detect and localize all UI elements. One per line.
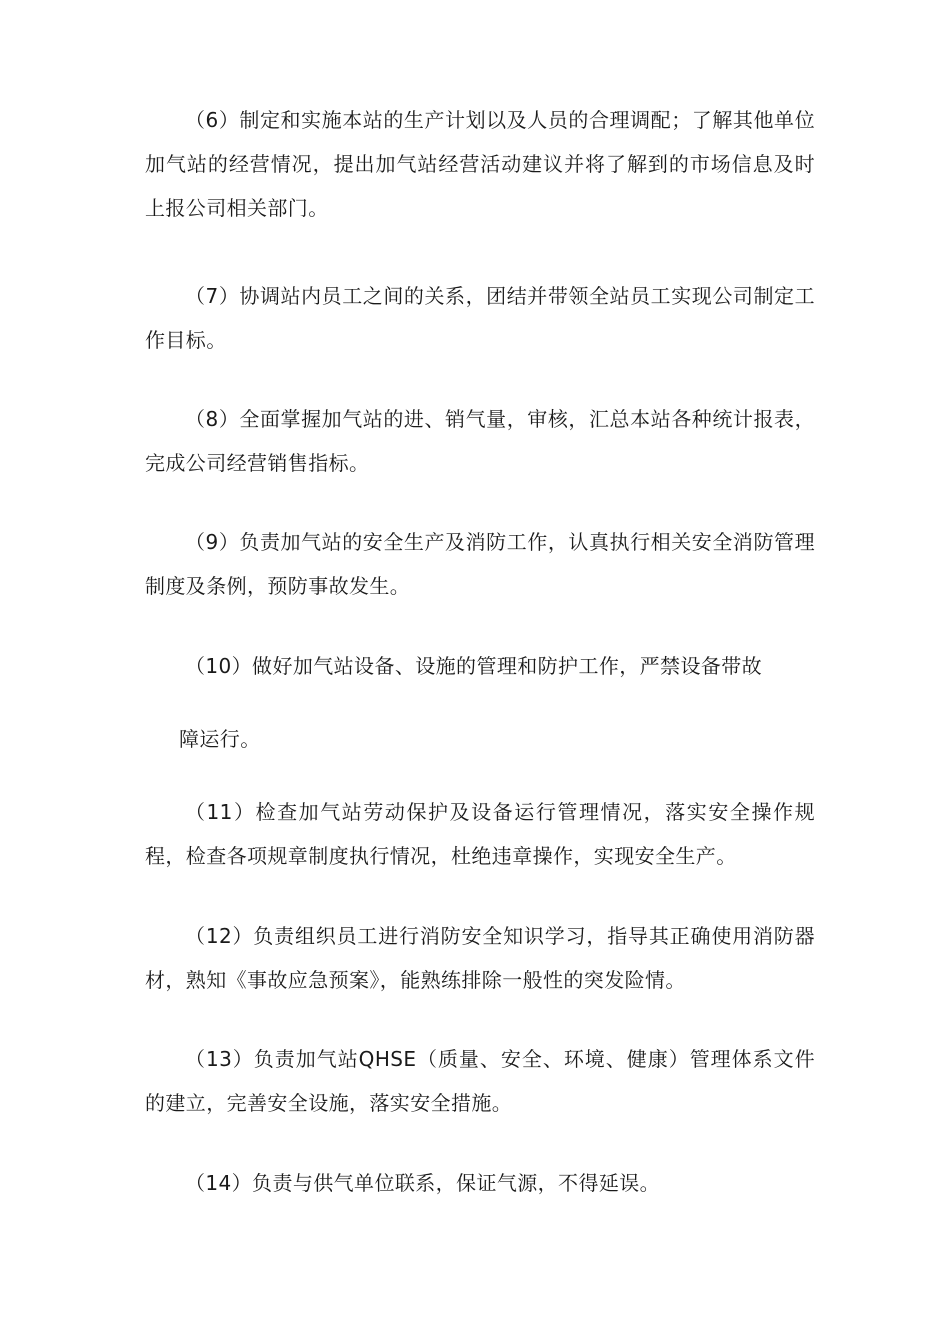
paragraph-item-10: （10）做好加气站设备、设施的管理和防护工作，严禁设备带故 (185, 654, 763, 678)
paragraph-item-14: （14）负责与供气单位联系，保证气源，不得延误。 (185, 1171, 661, 1195)
paragraph-item-13: （13）负责加气站QHSE（质量、安全、环境、健康）管理体系文件的建立，完善安全设施，落实安全措施。 (145, 1047, 815, 1115)
paragraph-item-10-continued: 障运行。 (179, 727, 261, 751)
paragraph-item-6: （6）制定和实施本站的生产计划以及人员的合理调配；了解其他单位加气站的经营情况，提出加气站经营活动建议并将了解到的市场信息及时上报公司相关部门。 (145, 108, 815, 220)
paragraph-item-11: （11）检查加气站劳动保护及设备运行管理情况，落实安全操作规程，检查各项规章制度执行情况，杜绝违章操作，实现安全生产。 (145, 800, 815, 868)
paragraph-item-8: （8）全面掌握加气站的进、销气量，审核，汇总本站各种统计报表，完成公司经营销售指标。 (145, 407, 815, 475)
paragraph-item-9: （9）负责加气站的安全生产及消防工作，认真执行相关安全消防管理制度及条例，预防事故发生。 (145, 530, 815, 598)
paragraph-item-7: （7）协调站内员工之间的关系，团结并带领全站员工实现公司制定工作目标。 (145, 284, 815, 352)
paragraph-item-12: （12）负责组织员工进行消防安全知识学习，指导其正确使用消防器材，熟知《事故应急预案》，能熟练排除一般性的突发险情。 (145, 924, 815, 992)
